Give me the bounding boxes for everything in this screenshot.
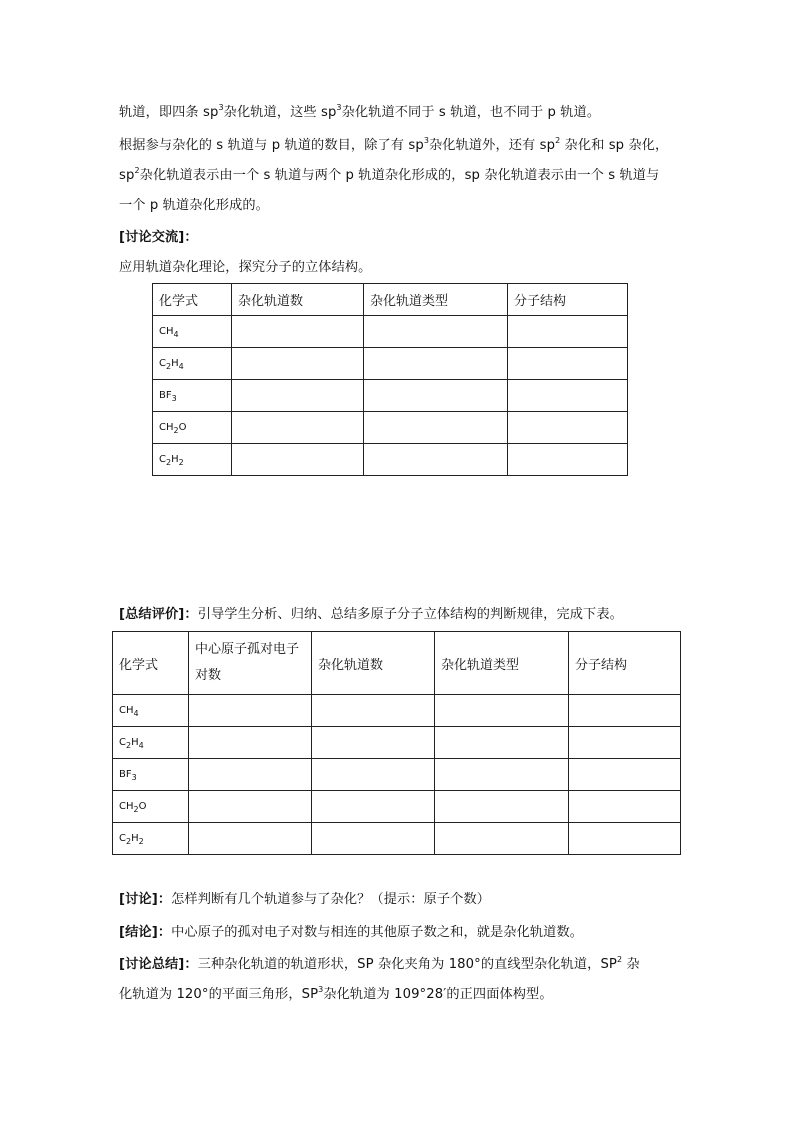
table-row bbox=[113, 759, 681, 791]
answer-cell[interactable] bbox=[569, 727, 681, 759]
answer-cell[interactable] bbox=[508, 380, 628, 412]
answer-cell[interactable] bbox=[189, 823, 312, 855]
answer-cell[interactable] bbox=[364, 348, 508, 380]
answer-cell[interactable] bbox=[569, 791, 681, 823]
formula-cell: $CH_4$ bbox=[113, 695, 189, 727]
answer-cell[interactable] bbox=[232, 444, 364, 476]
intro-line-2: 根据参与杂化的 s 轨道与 p 轨道的数目，除了有 $sp^3$杂化轨道外，还有 $sp^2$ 杂化和 sp 杂化， bbox=[119, 135, 669, 153]
table-header-cell: 中心原子孤对电子对数 bbox=[189, 632, 312, 695]
answer-cell[interactable] bbox=[435, 759, 569, 791]
hybridization-table-2 bbox=[112, 631, 681, 855]
table-row bbox=[113, 727, 681, 759]
answer-cell[interactable] bbox=[508, 444, 628, 476]
answer-cell[interactable] bbox=[189, 695, 312, 727]
discussion-summary-line-1: [讨论总结]：三种杂化轨道的轨道形状，SP 杂化夹角为 180°的直线型杂化轨道，$SP^2$ 杂 bbox=[119, 954, 640, 972]
summary-line bbox=[119, 606, 623, 624]
answer-cell[interactable] bbox=[569, 695, 681, 727]
table-row bbox=[153, 444, 628, 476]
answer-cell[interactable] bbox=[232, 380, 364, 412]
formula-cell: $CH_2O$ bbox=[113, 791, 189, 823]
conclusion-heading: [结论]： bbox=[119, 925, 172, 940]
answer-cell[interactable] bbox=[435, 695, 569, 727]
discussion-question-heading: [讨论]： bbox=[119, 892, 172, 907]
answer-cell[interactable] bbox=[435, 727, 569, 759]
table-row bbox=[113, 823, 681, 855]
formula-cell: $C_2H_4$ bbox=[153, 348, 232, 380]
answer-cell[interactable] bbox=[312, 695, 435, 727]
answer-cell[interactable] bbox=[232, 348, 364, 380]
answer-cell[interactable] bbox=[189, 791, 312, 823]
conclusion: [结论]：中心原子的孤对电子对数与相连的其他原子数之和，就是杂化轨道数。 bbox=[119, 925, 584, 940]
table-header-cell: 杂化轨道数 bbox=[232, 284, 364, 316]
table-header-cell: 杂化轨道数 bbox=[312, 632, 435, 695]
summary-text: 引导学生分析、归纳、总结多原子分子立体结构的判断规律，完成下表。 bbox=[197, 607, 623, 622]
answer-cell[interactable] bbox=[569, 823, 681, 855]
answer-cell[interactable] bbox=[189, 727, 312, 759]
formula-cell: $C_2H_4$ bbox=[113, 727, 189, 759]
answer-cell[interactable] bbox=[508, 316, 628, 348]
intro-line-1: 轨道，即四条 $sp^3$杂化轨道，这些 $sp^3$杂化轨道不同于 s 轨道，也不同于 p 轨道。 bbox=[119, 102, 601, 120]
answer-cell[interactable] bbox=[364, 444, 508, 476]
formula-cell: $CH_4$ bbox=[153, 316, 232, 348]
answer-cell[interactable] bbox=[232, 316, 364, 348]
hybridization-table-1 bbox=[152, 283, 628, 476]
answer-cell[interactable] bbox=[364, 412, 508, 444]
intro-line-4: 一个 p 轨道杂化形成的。 bbox=[119, 198, 269, 213]
formula-cell: $CH_2O$ bbox=[153, 412, 232, 444]
formula-cell: $C_2H_2$ bbox=[113, 823, 189, 855]
answer-cell[interactable] bbox=[435, 823, 569, 855]
discussion-text: 应用轨道杂化理论，探究分子的立体结构。 bbox=[119, 260, 372, 275]
table-header-cell: 杂化轨道类型 bbox=[364, 284, 508, 316]
table-row bbox=[153, 348, 628, 380]
table-header-row bbox=[153, 284, 628, 316]
table-header-cell: 杂化轨道类型 bbox=[435, 632, 569, 695]
answer-cell[interactable] bbox=[312, 759, 435, 791]
summary-heading: [总结评价]： bbox=[119, 607, 198, 622]
formula-cell: $C_2H_2$ bbox=[153, 444, 232, 476]
answer-cell[interactable] bbox=[435, 791, 569, 823]
answer-cell[interactable] bbox=[569, 759, 681, 791]
table-header-cell: 化学式 bbox=[113, 632, 189, 695]
formula-cell: $BF_3$ bbox=[153, 380, 232, 412]
answer-cell[interactable] bbox=[232, 412, 364, 444]
table-header-cell: 分子结构 bbox=[569, 632, 681, 695]
answer-cell[interactable] bbox=[189, 759, 312, 791]
table-row bbox=[113, 791, 681, 823]
discussion-heading: [讨论交流]： bbox=[119, 230, 198, 245]
answer-cell[interactable] bbox=[508, 348, 628, 380]
table-row bbox=[113, 695, 681, 727]
answer-cell[interactable] bbox=[312, 791, 435, 823]
table-row bbox=[153, 412, 628, 444]
answer-cell[interactable] bbox=[508, 412, 628, 444]
answer-cell[interactable] bbox=[312, 727, 435, 759]
table-header-row bbox=[113, 632, 681, 695]
table-header-cell: 化学式 bbox=[153, 284, 232, 316]
table-row bbox=[153, 380, 628, 412]
table-header-cell: 分子结构 bbox=[508, 284, 628, 316]
discussion-question: [讨论]：怎样判断有几个轨道参与了杂化？（提示：原子个数） bbox=[119, 892, 491, 907]
table-row bbox=[153, 316, 628, 348]
answer-cell[interactable] bbox=[364, 380, 508, 412]
formula-cell: $BF_3$ bbox=[113, 759, 189, 791]
answer-cell[interactable] bbox=[364, 316, 508, 348]
answer-cell[interactable] bbox=[312, 823, 435, 855]
intro-line-3: $sp^2$杂化轨道表示由一个 s 轨道与两个 p 轨道杂化形成的，sp 杂化轨道表示由一个 s 轨道与 bbox=[119, 165, 660, 183]
discussion-summary-heading: [讨论总结]： bbox=[119, 957, 198, 972]
discussion-summary-line-2: 化轨道为 120°的平面三角形，$SP^3$杂化轨道为 109°28′的正四面体构型。 bbox=[119, 984, 553, 1002]
